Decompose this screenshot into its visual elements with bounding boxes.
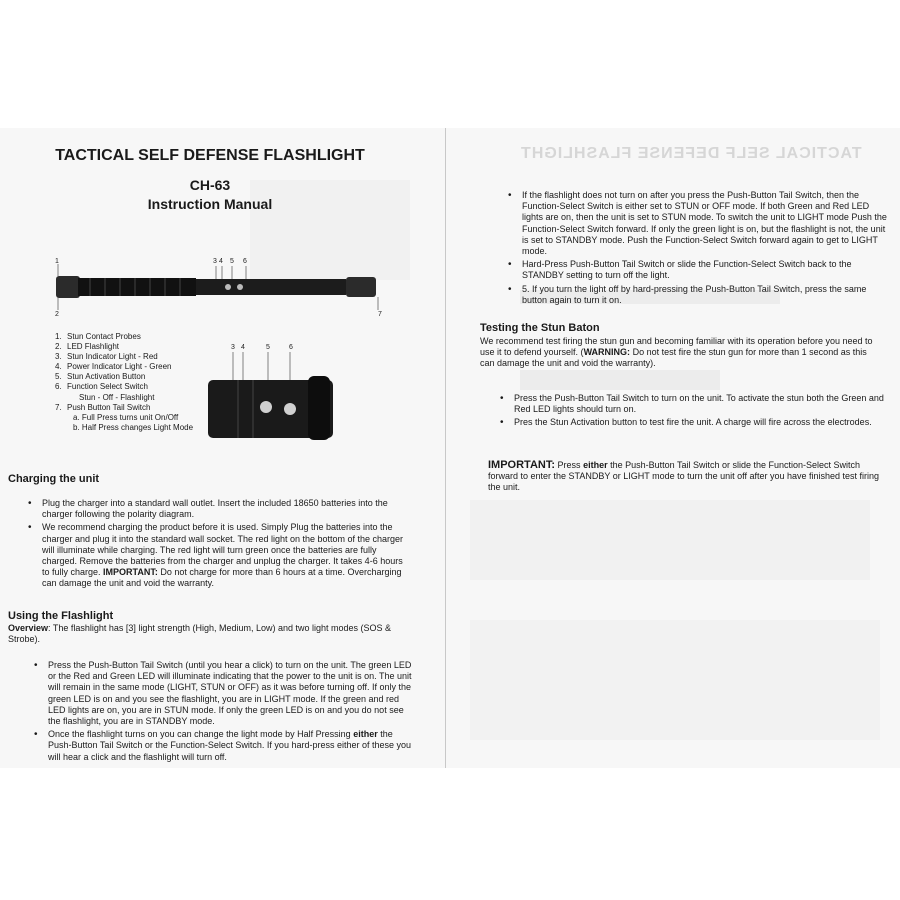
using-bullet: • Press the Push-Button Tail Switch (until you hear a click) to turn on the unit. The green LED or the Red and Green LED will illuminate indicating that the power to the unit is on. The unit will remain in the same mode (LIGHT, STUN or OFF) as it was before turning off. If only the green LED is on and you see the flashlight, you are in LIGHT mode. If the green and red LED lights are on, you are in STUN mode. If only the green LED is on and you do not see the flashlight, you are in STANDBY mode. bbox=[34, 660, 414, 727]
charging-bullet: • Plug the charger into a standard wall outlet. Insert the included 18650 batteries into the charger following the polarity diagram. bbox=[28, 498, 412, 520]
diagram-label: 2 bbox=[55, 311, 59, 318]
bleed-through-block bbox=[520, 370, 720, 390]
parts-list-subitem: a. Full Press turns unit On/Off bbox=[73, 412, 179, 422]
stun-bullet: • Press the Push-Button Tail Switch to turn on the unit. To activate the stun both the Green and Red LED lights should turn on. bbox=[500, 393, 888, 415]
parts-list-item: 3. Stun Indicator Light - Red bbox=[55, 352, 158, 362]
parts-list-item: 6. Function Select Switch bbox=[55, 382, 148, 392]
using-list bbox=[34, 660, 414, 765]
flashlight-body bbox=[196, 279, 346, 295]
bleed-through-block bbox=[470, 620, 880, 740]
stun-list bbox=[500, 393, 888, 431]
tip-bullet: • If the flashlight does not turn on after you press the Push-Button Tail Switch, then the Function-Select Switch is either set to STUN or OFF mode. If both Green and Red LED lights are on, then the unit is set to STUN mode. To switch the unit to LIGHT mode Push the Function-Select Switch forward. If only the green light is on, but the flashlight is not, the unit is set to STANDBY mode. Push the Function-Select Switch forward again to get to LIGHT mode. bbox=[508, 190, 888, 257]
stun-button bbox=[225, 284, 231, 290]
zoom-end-cap bbox=[308, 376, 330, 440]
zoom-label: 4 bbox=[241, 344, 245, 351]
zoom-label: 5 bbox=[266, 344, 270, 351]
tip-bullet: • Hard-Press Push-Button Tail Switch or slide the Function-Select Switch back to the STANDBY setting to turn off the light. bbox=[508, 259, 888, 281]
flashlight-tips-list bbox=[508, 190, 888, 308]
diagram-label: 6 bbox=[243, 258, 247, 265]
flashlight-zoom-detail bbox=[208, 352, 333, 440]
flashlight-diagram bbox=[50, 258, 390, 316]
model-number: CH-63 bbox=[189, 177, 231, 193]
zoom-label: 6 bbox=[289, 344, 293, 351]
parts-list bbox=[55, 332, 193, 433]
parts-list-item: 7. Push Button Tail Switch bbox=[55, 402, 151, 412]
parts-list-item: 4. Power Indicator Light - Green bbox=[55, 362, 172, 372]
parts-list-item: 2. LED Flashlight bbox=[55, 342, 120, 352]
function-switch bbox=[237, 284, 243, 290]
tip-bullet: • 5. If you turn the light off by hard-pressing the Push-Button Tail Switch, press the same button again to turn it on. bbox=[508, 284, 888, 306]
flashlight-grip bbox=[78, 278, 196, 296]
bleed-through-block bbox=[470, 500, 870, 580]
diagram-label: 4 bbox=[219, 258, 223, 265]
page-title: TACTICAL SELF DEFENSE FLASHLIGHT bbox=[55, 147, 365, 164]
overview-text: Overview: The flashlight has [3] light strength (High, Medium, Low) and two light modes (SOS & Strobe). bbox=[8, 623, 392, 645]
stun-intro: We recommend test firing the stun gun and becoming familiar with its operation before you need to use it to defend yourself. (WARNING: Do not test fire the stun gun for more than 1 second as this can damage the unit and void the warranty). bbox=[480, 336, 873, 369]
bleed-through-title: TACTICAL SELF DEFENSE FLASHLIGHT bbox=[520, 145, 862, 162]
parts-list-subitem: Stun - Off - Flashlight bbox=[79, 392, 155, 402]
stun-heading: Testing the Stun Baton bbox=[480, 322, 600, 334]
using-heading: Using the Flashlight bbox=[8, 610, 114, 622]
flashlight-head bbox=[56, 276, 80, 298]
diagram-label: 7 bbox=[378, 311, 382, 318]
diagram-label: 1 bbox=[55, 258, 59, 265]
flashlight-tail bbox=[346, 277, 376, 297]
important-note: IMPORTANT: Press either the Push-Button Tail Switch or slide the Function-Select Switch forward to enter the STANDBY or LIGHT mode to turn the unit off after you have finished test firing the unit. bbox=[488, 459, 880, 493]
parts-list-item: 5. Stun Activation Button bbox=[55, 372, 146, 382]
using-bullet: • Once the flashlight turns on you can change the light mode by Half Pressing either the Push-Button Tail Switch or the Function-Select Switch. If you hard-press either of these you will hear a click and the flashlight will turn off. bbox=[34, 729, 414, 763]
stun-bullet: • Pres the Stun Activation button to test fire the unit. A charge will fire across the electrodes. bbox=[500, 417, 888, 428]
zoom-function-switch bbox=[284, 403, 296, 415]
zoom-label: 3 bbox=[231, 344, 235, 351]
charging-list bbox=[28, 498, 412, 592]
charging-bullet: • We recommend charging the product before it is used. Simply Plug the batteries into the charger and plug it into the standard wall socket. The red light on the bottom of the charger will illuminate while charging. The red light will turn green once the batteries are fully charged. Remove the batteries from the charger and unplug the charger. It takes 4-6 hours to fully charge. IMPORTANT: Do not charge for more than 6 hours at a time. Overcharging can damage the unit and void the warranty. bbox=[28, 522, 412, 589]
parts-list-item: 1. Stun Contact Probes bbox=[55, 332, 141, 341]
diagram-label: 5 bbox=[230, 258, 234, 265]
charging-heading: Charging the unit bbox=[8, 473, 100, 485]
page-fold bbox=[445, 128, 446, 768]
manual-subtitle: Instruction Manual bbox=[147, 196, 273, 212]
diagram-label: 3 bbox=[213, 258, 217, 265]
parts-list-subitem: b. Half Press changes Light Mode bbox=[73, 422, 194, 432]
zoom-stun-button bbox=[260, 401, 272, 413]
